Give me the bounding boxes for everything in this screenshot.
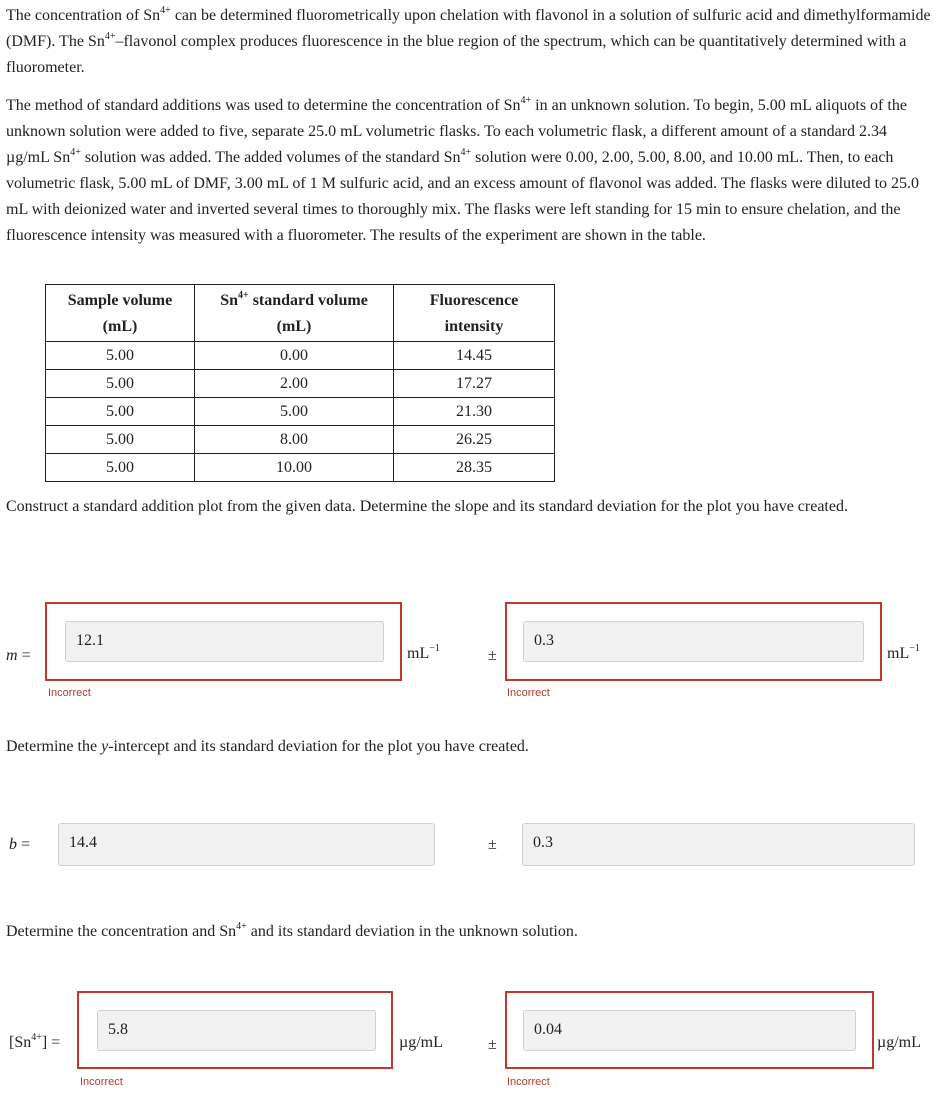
intro-paragraph-1: The concentration of $Sn^{4+}$ can be determined fluorometrically upon chelation with flavonol in a solution of sulfuric acid and dimethylformamide (DMF). The $Sn^{4+}$–flavonol complex produces fluorescence in the blue region of the spectrum, which can be quantitatively determined with a fluorometer.	[6, 5, 931, 76]
slope-sd-input[interactable]: 0.3	[523, 621, 864, 662]
intercept-input[interactable]: 14.4	[58, 823, 435, 866]
table-header-row	[46, 285, 555, 342]
table-row	[46, 398, 555, 426]
slope-sd-status: Incorrect	[507, 687, 550, 699]
question-intercept-prompt: Determine the y-intercept and its standard deviation for the plot you have created.	[6, 738, 529, 755]
table-row	[46, 426, 555, 454]
concentration-sd-input[interactable]: 0.04	[523, 1010, 856, 1051]
table-cell: 5.00	[46, 426, 195, 454]
table-cell: 8.00	[195, 426, 394, 454]
table-cell: 17.27	[394, 370, 555, 398]
concentration-status: Incorrect	[80, 1076, 123, 1088]
question-concentration-prompt: Determine the concentration and $Sn^{4+}$ and its standard deviation in the unknown solution.	[6, 921, 578, 940]
table-cell: 10.00	[195, 454, 394, 482]
table-cell: 5.00	[46, 370, 195, 398]
concentration-unit: µg/mL	[399, 1034, 443, 1051]
slope-input[interactable]: 12.1	[65, 621, 384, 662]
table-cell: 26.25	[394, 426, 555, 454]
concentration-plus-minus: ±	[488, 1036, 497, 1053]
question-slope-prompt: Construct a standard addition plot from the given data. Determine the slope and its standard deviation for the plot you have created.	[6, 498, 848, 515]
table-cell: 2.00	[195, 370, 394, 398]
intercept-sd-input[interactable]: 0.3	[522, 823, 915, 866]
table-cell: 5.00	[46, 342, 195, 370]
concentration-sd-status: Incorrect	[507, 1076, 550, 1088]
col-header-standard-volume: $Sn^{4+}$ standard volume (mL)	[195, 285, 394, 342]
table-cell: 28.35	[394, 454, 555, 482]
intercept-label: b =	[9, 836, 31, 853]
table-cell: 5.00	[46, 398, 195, 426]
slope-sd-unit: $mL^{-1}$	[887, 643, 920, 662]
slope-plus-minus: ±	[488, 647, 497, 664]
table-row	[46, 370, 555, 398]
concentration-label: $[Sn^{4+}]$ =	[9, 1032, 61, 1051]
table-cell: 5.00	[46, 454, 195, 482]
slope-label: m =	[6, 647, 31, 664]
intercept-plus-minus: ±	[488, 836, 497, 853]
intro-paragraph-2: The method of standard additions was used to determine the concentration of $Sn^{4+}$ in an unknown solution. To begin, 5.00 mL aliquots of the unknown solution were added to five, separate 25.0 mL volumetric flasks. To each volumetric flask, a different amount of a standard 2.34 µg/mL $Sn^{4+}$ solution was added. The added volumes of the standard $Sn^{4+}$ solution were 0.00, 2.00, 5.00, 8.00, and 10.00 mL. Then, to each volumetric flask, 5.00 mL of DMF, 3.00 mL of 1 M sulfuric acid, and an excess amount of flavonol was added. The flasks were diluted to 25.0 mL with deionized water and inverted several times to thoroughly mix. The flasks were left standing for 15 min to ensure chelation, and the fluorescence intensity was measured with a fluorometer. The results of the experiment are shown in the table.	[6, 95, 920, 244]
slope-unit: $mL^{-1}$	[407, 643, 440, 662]
concentration-input[interactable]: 5.8	[97, 1010, 376, 1051]
col-header-fluorescence: Fluorescence intensity	[394, 285, 555, 342]
concentration-sd-unit: µg/mL	[877, 1034, 921, 1051]
data-table	[45, 284, 555, 482]
table-row	[46, 342, 555, 370]
slope-status: Incorrect	[48, 687, 91, 699]
table-cell: 21.30	[394, 398, 555, 426]
table-cell: 5.00	[195, 398, 394, 426]
table-row	[46, 454, 555, 482]
table-cell: 14.45	[394, 342, 555, 370]
col-header-sample-volume: Sample volume (mL)	[46, 285, 195, 342]
table-cell: 0.00	[195, 342, 394, 370]
